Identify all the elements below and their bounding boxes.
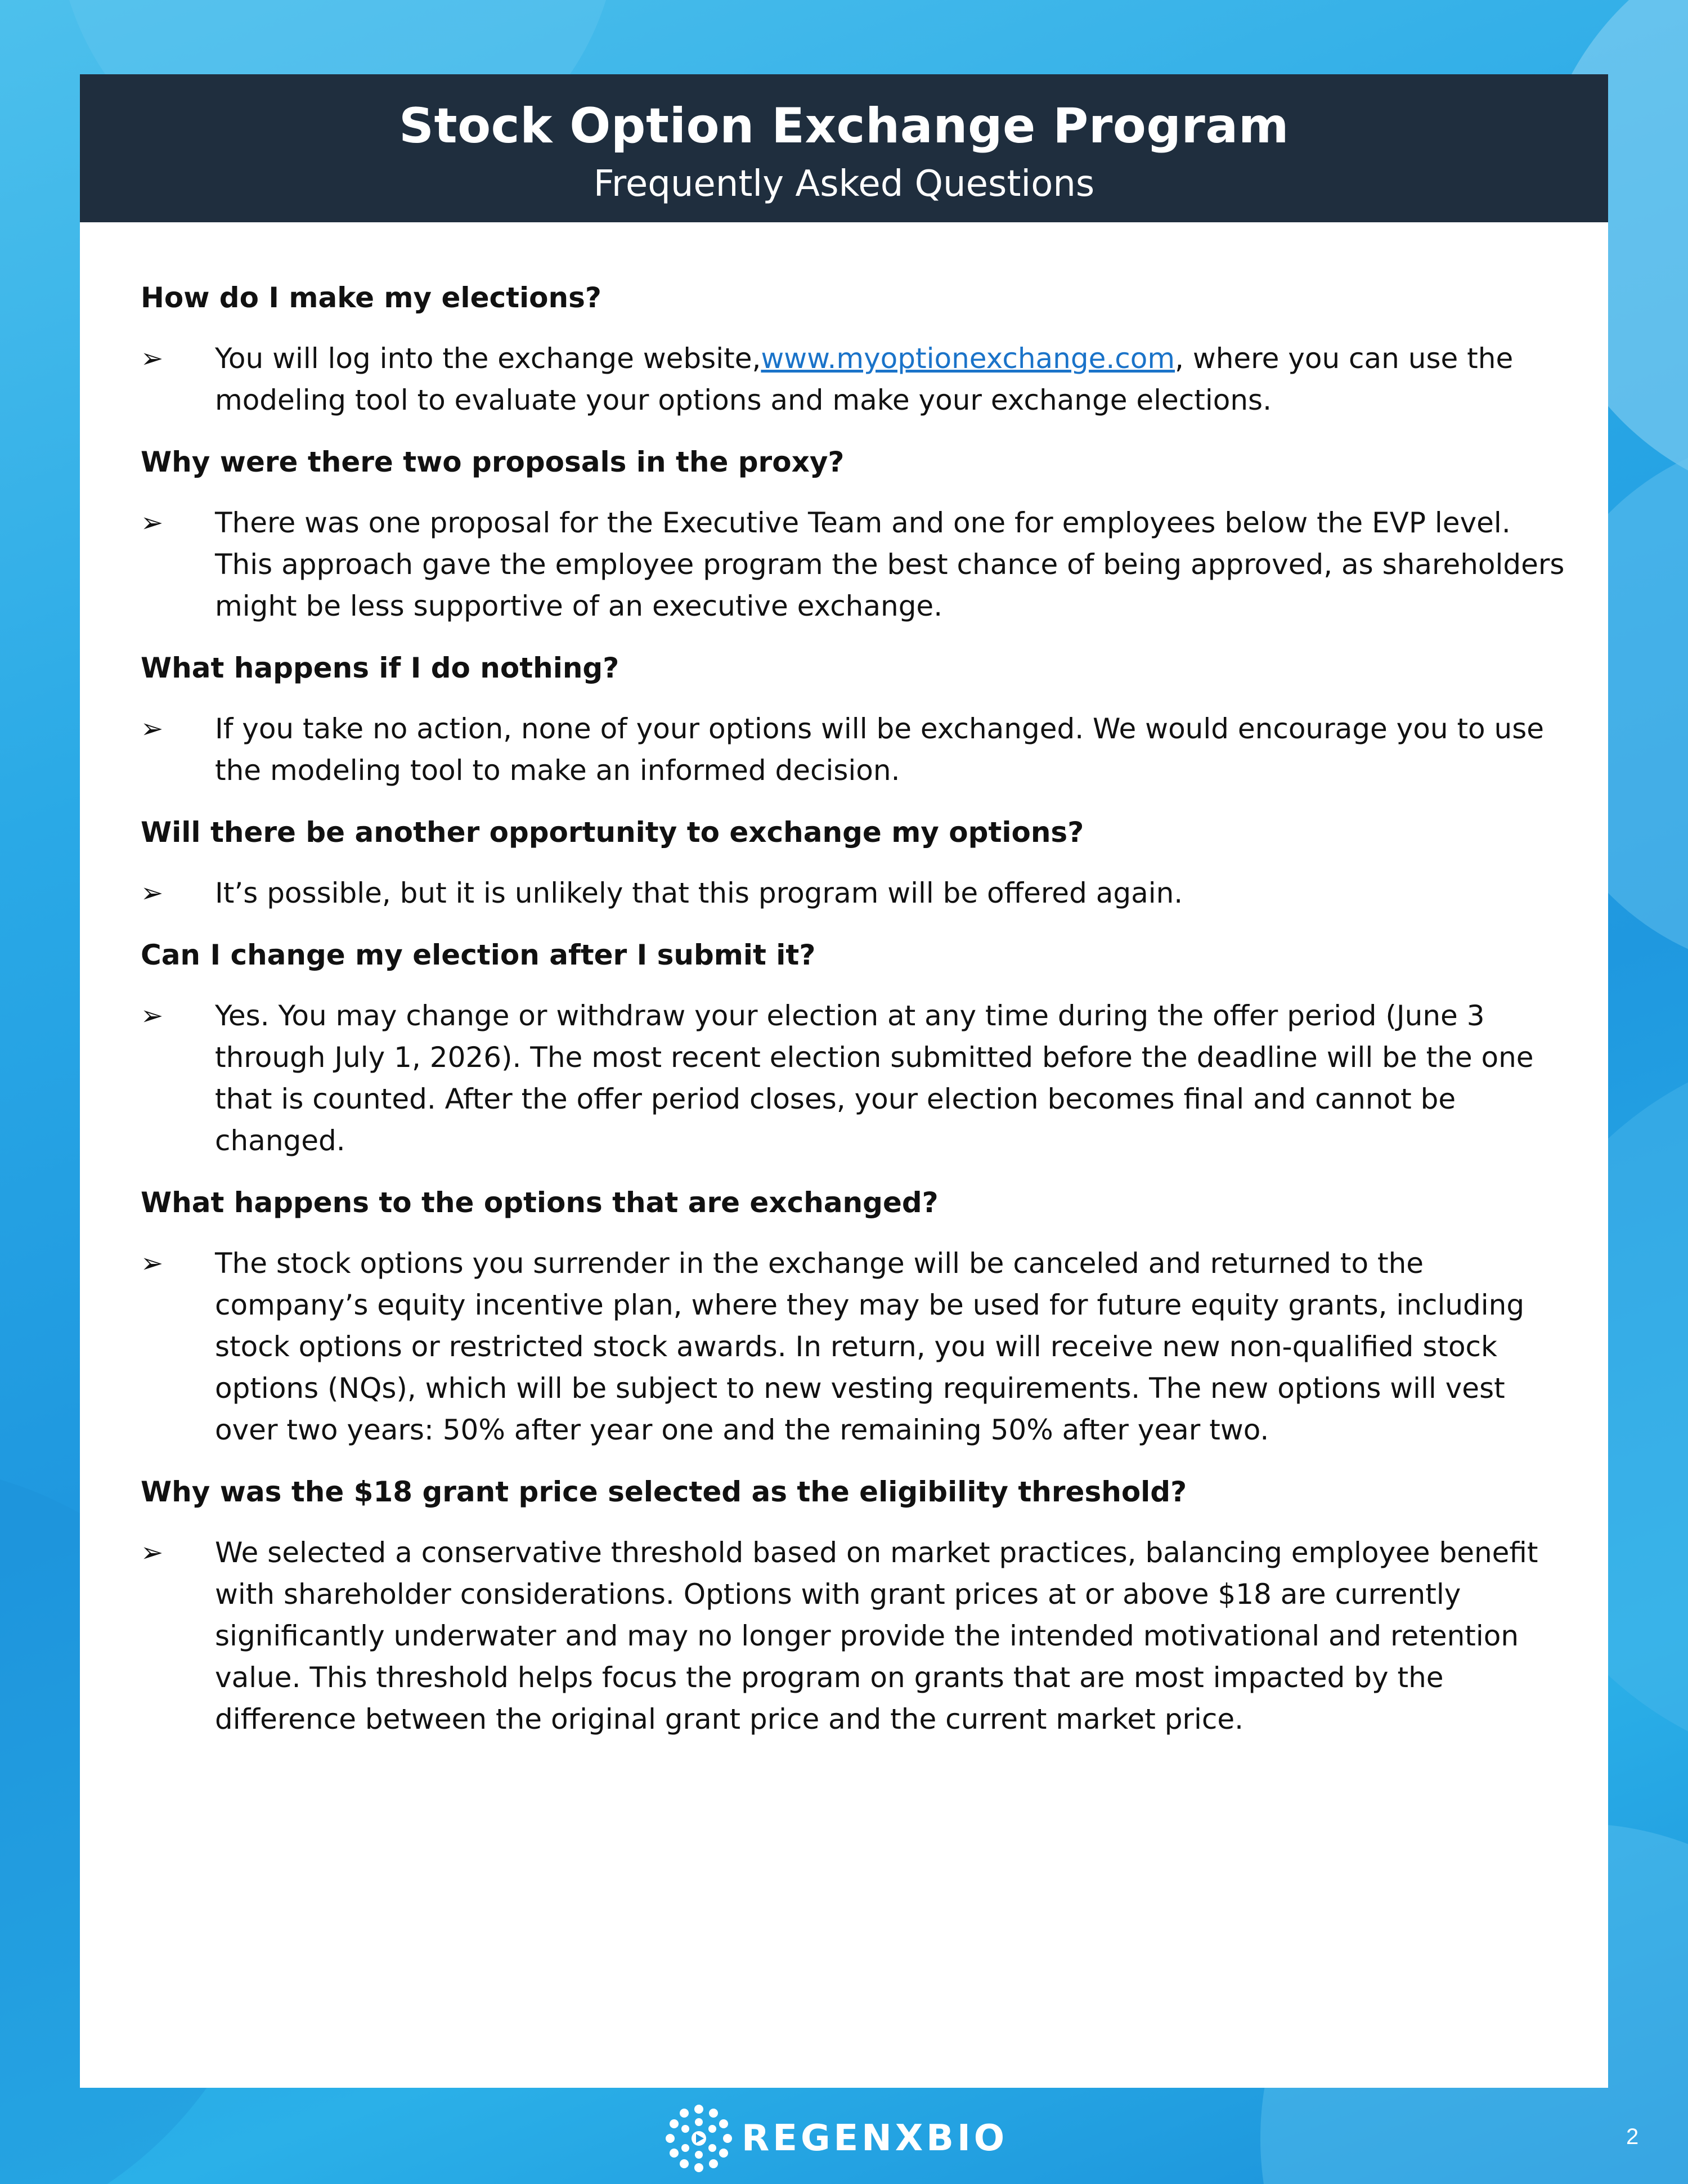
faq-question: Why was the $18 grant price selected as the eligibility threshold? [141,1476,1187,1508]
exchange-website-link[interactable]: www.myoptionexchange.com [761,342,1175,375]
faq-answer: The stock options you surrender in the exchange will be canceled and returned to the company’s equity incentive plan, where they may be used for future equity grants, including stock options or restricted stock awards. In return, you will receive new non-qualified stock options (NQs), which will be subject to new vesting requirements. The new options will vest over two years: 50% after year one and the remaining 50% after year two. [215,1247,1525,1446]
arrow-bullet-icon: ➢ [141,1248,164,1279]
faq-item [141,811,1570,914]
faq-answer: If you take no action, none of your options will be exchanged. We would encourage you to use the modeling tool to make an informed decision. [215,712,1545,787]
faq-question: Will there be another opportunity to exchange my options? [141,816,1084,849]
faq-item [141,441,1570,627]
answer-text: , where you can use the modeling tool to evaluate your options and make your exchange elections. [215,342,1514,416]
faq-question: What happens to the options that are exchanged? [141,1186,939,1219]
faq-answer: It’s possible, but it is unlikely that this program will be offered again. [215,877,1183,909]
faq-answer-row [141,1532,1570,1740]
faq-answer-row [141,1243,1570,1451]
arrow-bullet-icon: ➢ [141,713,164,745]
logo-wordmark: REGENXBIO [742,2118,1008,2159]
page-number: 2 [1626,2124,1639,2149]
regenxbio-logo [664,2104,1024,2173]
arrow-bullet-icon: ➢ [141,343,164,374]
faq-question: Can I change my election after I submit it? [141,939,816,971]
faq-item [141,647,1570,791]
page-title: Stock Option Exchange Program [399,98,1289,154]
faq-answer-row [141,995,1570,1161]
faq-list [141,277,1570,1760]
faq-item [141,277,1570,421]
faq-answer: There was one proposal for the Executive Team and one for employees below the EVP level. This approach gave the employee program the best chance of being approved, as shareholders might be less supportive of an executive exchange. [215,506,1565,622]
faq-answer [215,338,1570,421]
faq-question: Why were there two proposals in the proxy? [141,446,845,478]
faq-answer-row [141,502,1570,627]
faq-question: How do I make my elections? [141,281,601,314]
arrow-bullet-icon: ➢ [141,1537,164,1568]
answer-text: You will log into the exchange website, [215,342,761,375]
faq-item [141,934,1570,1161]
faq-answer: We selected a conservative threshold based on market practices, balancing employee benefit with shareholder considerations. Options with grant prices at or above $18 are currently significantly underwater and may no longer provide the intended motivational and retention value. This threshold helps focus the program on grants that are most impacted by the difference between the original grant price and the current market price. [215,1536,1538,1735]
faq-answer-row [141,708,1570,791]
arrow-bullet-icon: ➢ [141,507,164,539]
faq-item [141,1182,1570,1451]
document-page [80,74,1608,2088]
faq-item [141,1471,1570,1740]
faq-answer: Yes. You may change or withdraw your election at any time during the offer period (June 3 through July 1, 2026). The most recent election submitted before the deadline will be the one that is counted. After the offer period closes, your election becomes final and cannot be changed. [215,999,1534,1157]
faq-question: What happens if I do nothing? [141,652,619,684]
arrow-bullet-icon: ➢ [141,1000,164,1032]
faq-answer-row [141,872,1570,914]
arrow-bullet-icon: ➢ [141,877,164,909]
faq-answer-row [141,338,1570,421]
page-subtitle: Frequently Asked Questions [593,163,1095,205]
header-band [80,74,1608,222]
regenxbio-logo-icon [664,2104,734,2173]
